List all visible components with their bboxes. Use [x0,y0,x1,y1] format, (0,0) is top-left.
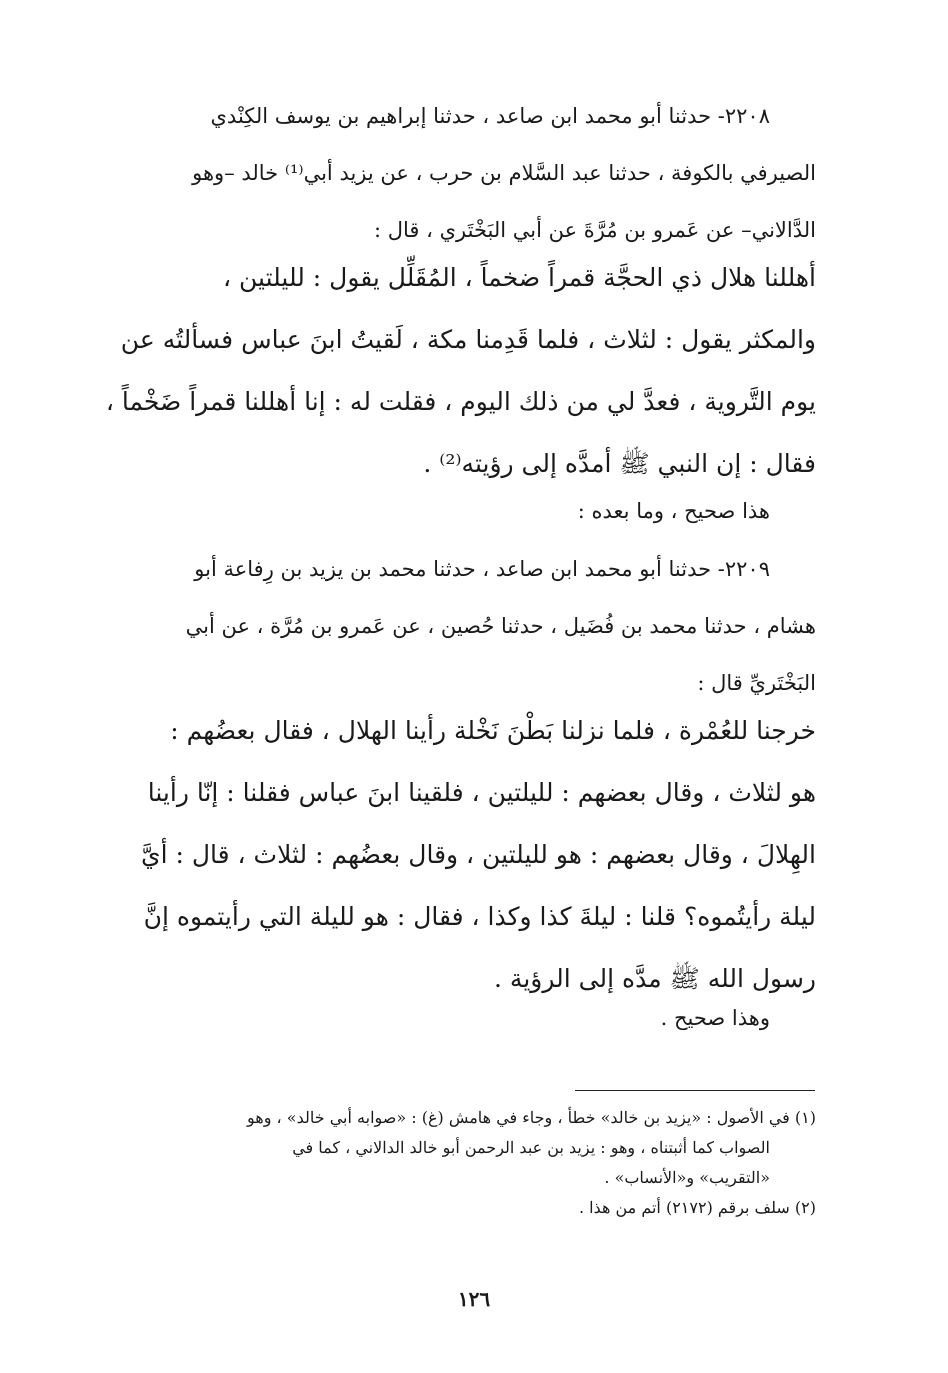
text-line: هو لثلاث ، وقال بعضهم : لليلتين ، فلقينا ابنَ عباس فقلنا : إنّا رأينا [147,778,816,807]
text-line: الصيرفي بالكوفة ، حدثنا عبد السَّلام بن حرب ، عن يزيد أبي⁽¹⁾ خالد –وهو [192,161,816,185]
text-line: الدَّالاني– عن عَمرو بن مُرَّةَ عن أبي البَخْتَري ، قال : [374,218,816,242]
hadith-2209-matn [100,700,816,1010]
footnotes [100,1103,816,1223]
grading-note-1 [100,483,816,540]
footnote-line: الصواب كما أثبتناه ، وهو : يزيد بن عبد الرحمن أبو خالد الدالاني ، كما في [292,1138,770,1157]
hadith-2208-isnad [100,88,816,259]
text-line: البَخْتَريِّ قال : [697,671,816,695]
text-line: أهللنا هلال ذي الحجَّة قمراً ضخماً ، المُقَلِّل يقول : لليلتين ، [223,263,816,292]
text-line: رسول الله ﷺ مدَّه إلى الرؤية . [494,964,816,993]
footnote-line: (١) في الأصول : «يزيد بن خالد» خطأ ، وجاء في هامش (غ) : «صوابه أبي خالد» ، وهو [247,1108,816,1127]
text-line: ٢٢٠٩- حدثنا أبو محمد ابن صاعد ، حدثنا محمد بن يزيد بن رِفاعة أبو [194,557,770,581]
text-line: يوم التَّروية ، فعدَّ لي من ذلك اليوم ، فقلت له : إنا أهللنا قمراً ضَخْماً ، [105,387,816,416]
footnote-separator [575,1090,815,1091]
grading-note-2 [100,990,816,1047]
text-line: هشام ، حدثنا محمد بن فُضَيل ، حدثنا حُصين ، عن عَمرو بن مُرَّة ، عن أبي [185,614,816,638]
text-line: ليلة رأيتُموه؟ قلنا : ليلةَ كذا وكذا ، فقال : هو لليلة التي رأيتموه إنَّ [143,902,816,931]
text-line: الهِلالَ ، وقال بعضهم : هو لليلتين ، وقال بعضُهم : لثلاث ، قال : أيَّ [141,840,816,869]
text-line: والمكثر يقول : لثلاث ، فلما قَدِمنا مكة ، لَقيتُ ابنَ عباس فسألتُه عن [120,325,816,354]
footnote-line: «التقريب» و«الأنساب» . [604,1168,770,1187]
page-number: ١٢٦ [457,1287,491,1311]
text-line: خرجنا للعُمْرة ، فلما نزلنا بَطْنَ نَخْلة رأينا الهلال ، فقال بعضُهم : [170,716,816,745]
footnote-line: (٢) سلف برقم (٢١٧٢) أتم من هذا . [578,1198,816,1217]
text-line: وهذا صحيح . [660,1006,770,1030]
hadith-2209-isnad [100,541,816,712]
hadith-2208-matn [100,247,816,495]
text-line: فقال : إن النبي ﷺ أمدَّه إلى رؤيته⁽²⁾ . [423,449,816,478]
text-line: هذا صحيح ، وما بعده : [577,499,770,523]
text-line: ٢٢٠٨- حدثنا أبو محمد ابن صاعد ، حدثنا إبراهيم بن يوسف الكِنْدي [210,104,770,128]
